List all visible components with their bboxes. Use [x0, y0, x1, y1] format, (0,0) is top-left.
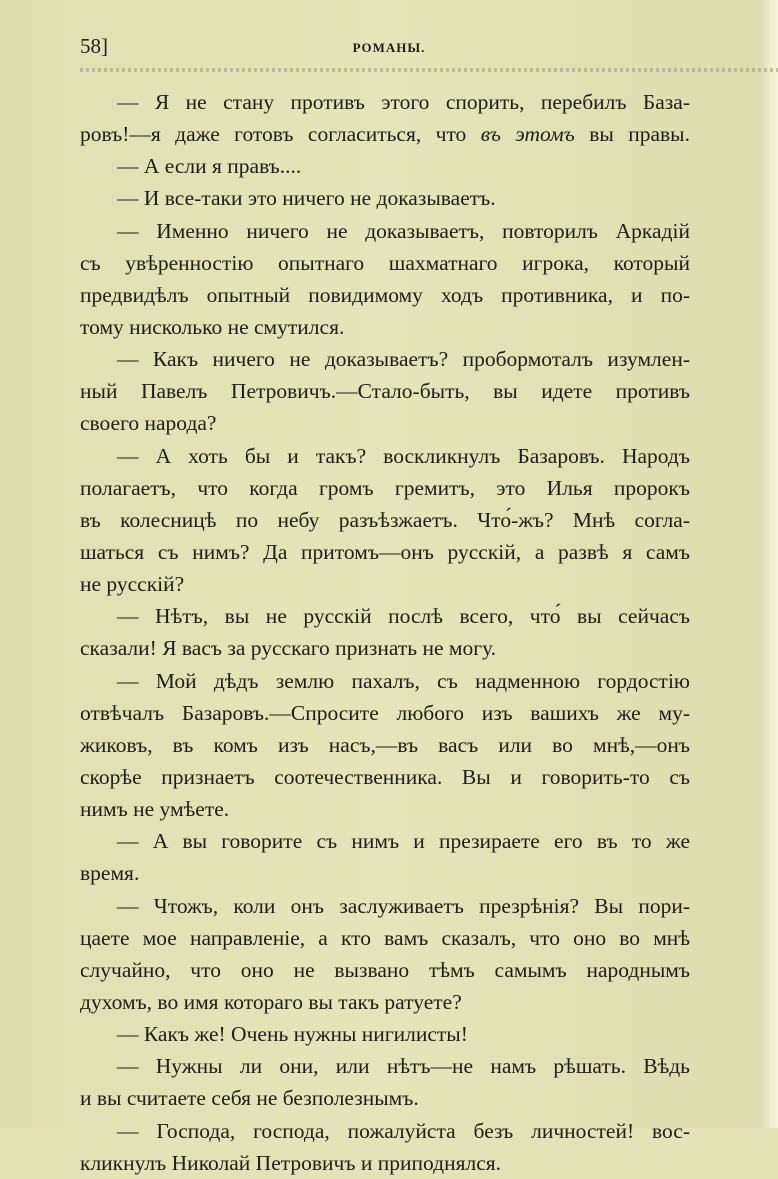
text-line: — Чтожъ, коли онъ заслуживаетъ презрѣнія? Вы пори-	[117, 893, 690, 918]
text-line: — Именно ничего не доказываетъ, повторилъ Аркадій	[117, 218, 690, 243]
text-line: ный Павелъ Петровичъ.—Стало-быть, вы идете противъ	[80, 379, 690, 404]
text-line: скорѣе признаетъ соотечественника. Вы и говорить-то съ	[80, 764, 690, 789]
text-line: — Нужны ли они, или нѣтъ—не намъ рѣшать. Вѣдь	[117, 1054, 690, 1079]
text-line: — Господа, господа, пожалуйста безъ личностей! вос-	[117, 1118, 690, 1143]
page-edge	[760, 0, 778, 1128]
text-line: — А вы говорите съ нимъ и презираете его въ то же	[117, 829, 690, 854]
text-line: цаете мое направленіе, а кто вамъ сказалъ, что оно во мнѣ	[80, 925, 690, 950]
text-segment: ровъ!—я даже готовъ согласиться, что	[80, 122, 481, 147]
text-line: и вы считаете себя не безполезнымъ.	[80, 1086, 419, 1111]
text-line: жиковъ, въ комъ изъ насъ,—въ васъ или во мнѣ,—онъ	[80, 732, 690, 757]
text-line: кликнулъ Николай Петровичъ и приподнялся.	[80, 1150, 502, 1175]
text-line: — Нѣтъ, вы не русскій послѣ всего, что́ вы сейчасъ	[117, 604, 690, 629]
text-segment: вы правы.	[574, 122, 690, 147]
running-title: РОМАНЫ.	[352, 40, 426, 55]
text-line	[80, 118, 690, 150]
text-line: полагаетъ, что когда громъ гремитъ, это Илья пророкъ	[80, 475, 690, 500]
text-line: нимъ не умѣете.	[80, 797, 230, 822]
text-line: — Какъ же! Очень нужны нигилисты!	[117, 1022, 468, 1047]
text-line: отвѣчалъ Базаровъ.—Спросите любого изъ вашихъ же му-	[80, 700, 690, 725]
text-line: — А если я правъ....	[117, 154, 302, 179]
italic-phrase: въ этомъ	[480, 122, 575, 147]
text-line: — Мой дѣдъ землю пахалъ, съ надменною гордостію	[117, 668, 690, 693]
text-line: — И все-таки это ничего не доказываетъ.	[117, 186, 496, 211]
text-line: шаться съ нимъ? Да притомъ—онъ русскій, а развѣ я самъ	[80, 539, 690, 564]
text-line: съ увѣренностію опытнаго шахматнаго игрока, который	[80, 250, 690, 275]
text-line: — Я не стану противъ этого спорить, перебилъ База-	[117, 90, 690, 114]
text-line: — Какъ ничего не доказываетъ? пробормоталъ изумлен-	[117, 347, 690, 372]
text-line: предвидѣлъ опытный повидимому ходъ противника, и по-	[80, 282, 690, 307]
text-line: своего народа?	[80, 411, 217, 436]
text-line: духомъ, во имя котораго вы такъ ратуете?	[80, 989, 462, 1014]
text-line: — А хоть бы и такъ? воскликнулъ Базаровъ. Народъ	[117, 443, 690, 468]
text-line: случайно, что оно не вызвано тѣмъ самымъ народнымъ	[80, 957, 690, 982]
text-line: не русскій?	[80, 572, 185, 597]
text-line: тому нисколько не смутился.	[80, 314, 345, 339]
text-line: въ колесницѣ по небу разъѣзжаетъ. Что́-жъ? Мнѣ согла-	[80, 507, 690, 532]
text-line: сказали! Я васъ за русскаго признать не могу.	[80, 636, 497, 661]
page-number: 58]	[80, 34, 108, 58]
header-rule	[80, 68, 778, 72]
body-text	[80, 86, 690, 1179]
text-line: время.	[80, 861, 140, 886]
